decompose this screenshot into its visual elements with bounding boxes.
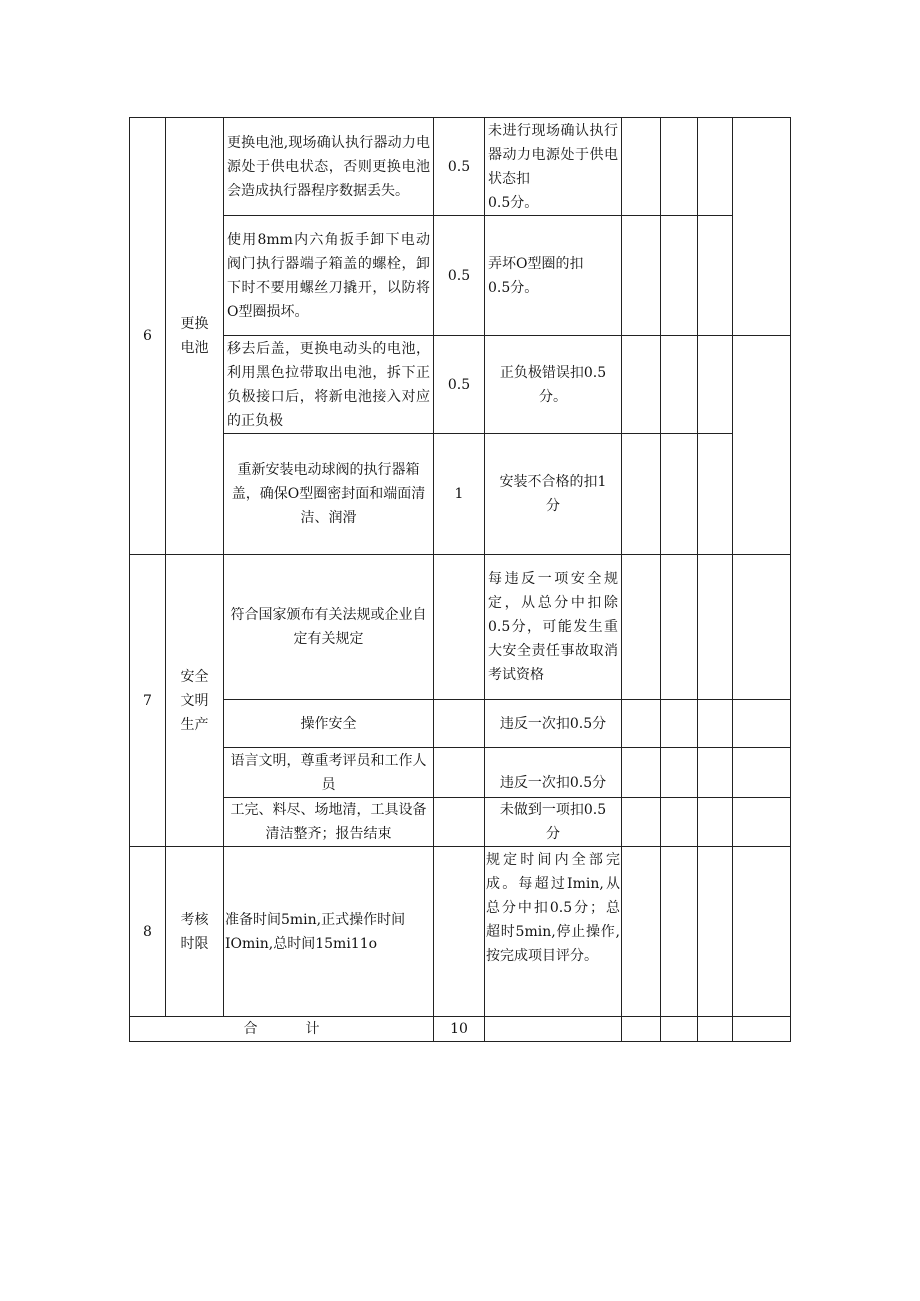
scoring-table [129,117,791,1042]
criteria-cell: 违反一次扣0.5分 [485,700,622,748]
blank-cell [661,216,698,336]
content-cell: 更换电池,现场确认执行器动力电源处于供电状态，否则更换电池会造成执行器程序数据丢失。 [224,118,434,216]
blank-cell [698,118,733,216]
criteria-cell: 正负极错误扣0.5 分。 [485,336,622,434]
blank-cell [622,336,661,434]
score-cell: 1 [434,434,485,555]
blank-cell [622,216,661,336]
table-row [130,555,791,700]
criteria-cell: 每违反一项安全规定，从总分中扣除0.5分，可能发生重大安全责任事故取消考试资格 [485,555,622,700]
blank-cell [698,798,733,847]
score-cell [434,798,485,847]
criteria-cell: 安装不合格的扣1 分 [485,434,622,555]
criteria-cell: 弄坏O型圈的扣 0.5分。 [485,216,622,336]
table-row [130,216,791,336]
table-row [130,748,791,798]
item-number: 6 [130,118,166,555]
blank-cell [622,748,661,798]
blank-cell [661,555,698,700]
score-cell [434,847,485,1017]
item-name: 更换 电池 [166,118,224,555]
blank-cell [622,847,661,1017]
content-cell: 语言文明，尊重考评员和工作人员 [224,748,434,798]
blank-cell [698,748,733,798]
criteria-cell: 违反一次扣0.5分 [485,748,622,798]
blank-cell [698,216,733,336]
score-cell [434,555,485,700]
blank-cell [733,336,791,555]
total-score: 10 [434,1017,485,1042]
blank-cell [661,118,698,216]
blank-cell [733,748,791,798]
blank-cell [661,700,698,748]
table-row [130,847,791,1017]
blank-cell [661,1017,698,1042]
blank-cell [733,555,791,700]
blank-cell [622,434,661,555]
criteria-cell: 未进行现场确认执行器动力电源处于供电状态扣 0.5分。 [485,118,622,216]
blank-cell [622,555,661,700]
blank-cell [733,118,791,336]
content-cell: 工完、料尽、场地清，工具设备清洁整齐；报告结束 [224,798,434,847]
blank-cell [698,1017,733,1042]
blank-cell [622,700,661,748]
item-number: 8 [130,847,166,1017]
blank-cell [622,1017,661,1042]
blank-cell [485,1017,622,1042]
content-cell: 准备时间5min,正式操作时间IOmin,总时间15mi11o [224,847,434,1017]
score-cell [434,748,485,798]
item-name: 考核 时限 [166,847,224,1017]
score-cell: 0.5 [434,216,485,336]
content-cell: 重新安装电动球阀的执行器箱盖，确保O型圈密封面和端面清洁、润滑 [224,434,434,555]
content-cell: 使用8mm内六角扳手卸下电动阀门执行器端子箱盖的螺栓，卸下时不要用螺丝刀撬开，以防将O型圈损坏。 [224,216,434,336]
blank-cell [698,555,733,700]
table-row [130,798,791,847]
content-cell: 移去后盖，更换电动头的电池，利用黑色拉带取出电池，拆下正负极接口后，将新电池接入对应的正负极 [224,336,434,434]
blank-cell [661,748,698,798]
total-label: 合 计 [130,1017,434,1042]
blank-cell [661,434,698,555]
item-name: 安全 文明 生产 [166,555,224,847]
table-row [130,336,791,434]
blank-cell [622,118,661,216]
blank-cell [698,700,733,748]
criteria-cell: 规定时间内全部完成。每超过Imin,从总分中扣0.5分；总超时5min,停止操作,按完成项目评分。 [485,847,622,1017]
table-row [130,700,791,748]
blank-cell [622,798,661,847]
score-cell: 0.5 [434,336,485,434]
blank-cell [661,336,698,434]
content-cell: 符合国家颁布有关法规或企业自定有关规定 [224,555,434,700]
blank-cell [698,434,733,555]
item-number: 7 [130,555,166,847]
blank-cell [733,700,791,748]
score-cell: 0.5 [434,118,485,216]
score-cell [434,700,485,748]
content-cell: 操作安全 [224,700,434,748]
blank-cell [733,847,791,1017]
blank-cell [698,847,733,1017]
blank-cell [661,847,698,1017]
blank-cell [698,336,733,434]
total-row [130,1017,791,1042]
blank-cell [733,798,791,847]
table-row [130,434,791,555]
criteria-cell: 未做到一项扣0.5 分 [485,798,622,847]
table-row [130,118,791,216]
blank-cell [733,1017,791,1042]
blank-cell [661,798,698,847]
